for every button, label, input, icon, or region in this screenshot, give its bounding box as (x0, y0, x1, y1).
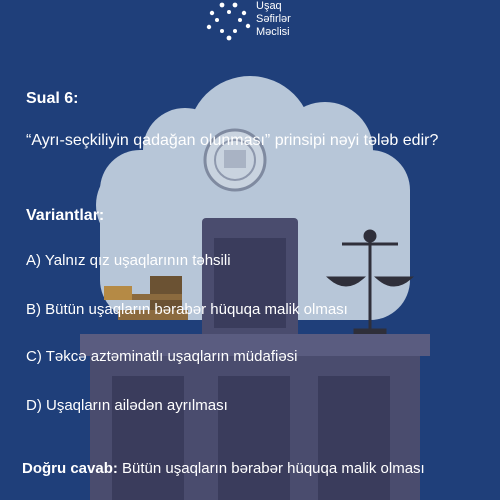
question-label: Sual 6: (26, 90, 79, 107)
option-a[interactable]: A) Yalnız qız uşaqlarının təhsili (26, 252, 231, 269)
logo-line1: Uşaq (256, 0, 282, 12)
logo-text (256, 0, 291, 39)
logo-line3: Məclisi (256, 26, 290, 38)
variants-label: Variantlar: (26, 207, 105, 224)
option-b[interactable]: B) Bütün uşaqların bərabər hüquqa malik olması (26, 301, 348, 318)
correct-answer (22, 459, 492, 479)
question-text: “Ayrı-seçkiliyin qadağan olunması” prinsipi nəyi tələb edir? (26, 132, 439, 149)
logo-line2: Səfirlər (256, 13, 291, 25)
correct-answer-text: Bütün uşaqların bərabər hüquqa malik olması (122, 460, 425, 477)
option-d[interactable]: D) Uşaqların ailədən ayrılması (26, 397, 228, 414)
correct-answer-label: Doğru cavab: (22, 460, 118, 477)
judge-chair (202, 218, 298, 338)
option-c[interactable]: C) Təkcə aztəminatlı uşaqların müdafiəsi (26, 348, 298, 365)
